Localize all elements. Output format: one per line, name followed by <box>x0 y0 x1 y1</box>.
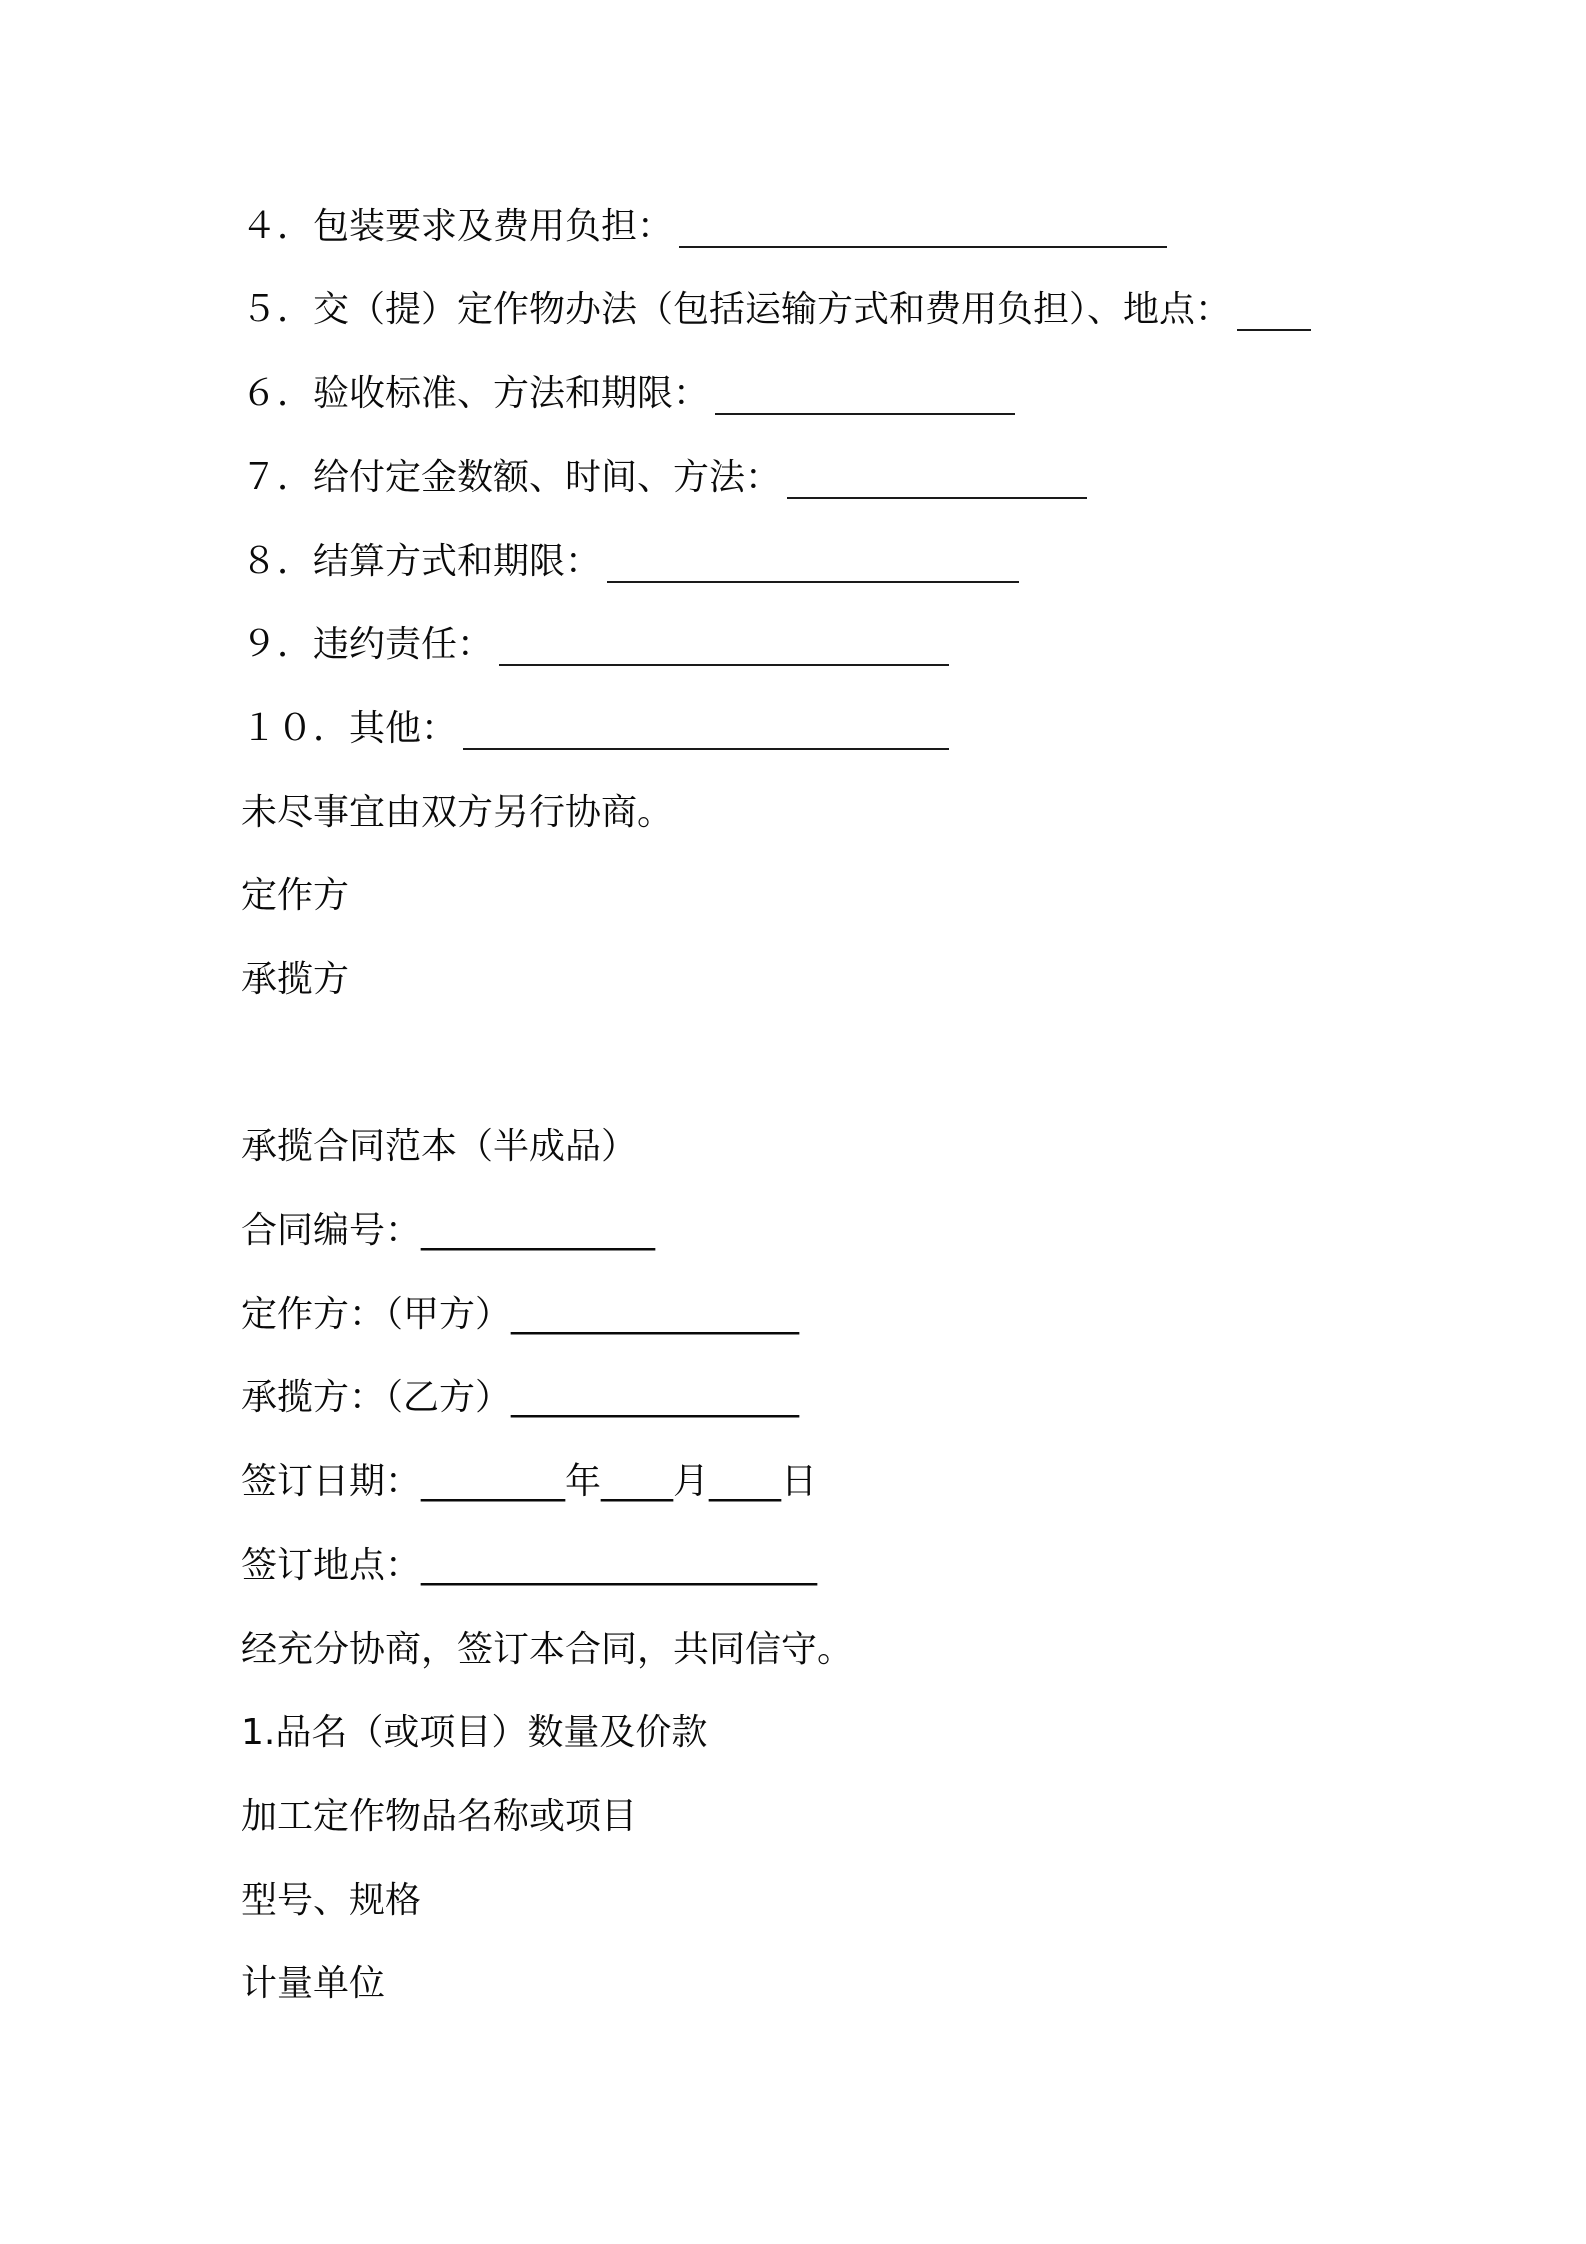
contract-number-label: 合同编号： <box>241 1210 422 1251</box>
item-5-label: ５．交（提）定作物办法（包括运输方式和费用负担）、地点： <box>241 289 1232 330</box>
item-8-label: ８．结算方式和期限： <box>241 541 602 582</box>
party-b-row <box>241 1368 799 1428</box>
party-b-signature-label: 承揽方 <box>241 959 350 1000</box>
item-9-blank[interactable] <box>499 632 949 666</box>
field-unit: 计量单位 <box>241 1963 386 2004</box>
item-5 <box>241 280 1311 340</box>
sign-date-label: 签订日期： <box>241 1461 422 1502</box>
item-6-label: ６．验收标准、方法和期限： <box>241 373 710 414</box>
field-model-spec: 型号、规格 <box>241 1880 422 1921</box>
sign-place-blank[interactable]: ______________________ <box>421 1545 818 1586</box>
item-8 <box>241 532 1019 592</box>
item-7 <box>241 448 1087 508</box>
party-a-signature-label: 定作方 <box>241 875 350 916</box>
field-item-name: 加工定作物品名称或项目 <box>241 1796 638 1837</box>
sign-place-row <box>241 1536 817 1596</box>
contract-number-row <box>241 1201 655 1261</box>
section-1-heading: 1.品名（或项目）数量及价款 <box>241 1712 708 1753</box>
item-5-blank[interactable] <box>1237 297 1311 331</box>
item-4-label: ４．包装要求及费用负担： <box>241 206 674 247</box>
item-9 <box>241 615 949 675</box>
party-b-label: 承揽方：（乙方） <box>241 1377 512 1418</box>
party-b-blank[interactable]: ________________ <box>511 1377 800 1418</box>
sign-date-year-blank[interactable]: ________ <box>421 1461 566 1502</box>
item-6 <box>241 364 1015 424</box>
sign-date-day-label: 日 <box>781 1461 818 1502</box>
item-10-blank[interactable] <box>463 716 949 750</box>
item-7-blank[interactable] <box>787 465 1087 499</box>
party-a-row <box>241 1285 799 1345</box>
item-10 <box>241 699 949 759</box>
sign-date-day-blank[interactable]: ____ <box>709 1461 782 1502</box>
template-title: 承揽合同范本（半成品） <box>241 1126 638 1167</box>
item-6-blank[interactable] <box>715 381 1015 415</box>
item-9-label: ９．违约责任： <box>241 624 494 665</box>
sign-place-label: 签订地点： <box>241 1545 422 1586</box>
item-10-label: １０．其他： <box>241 708 458 749</box>
party-a-label: 定作方：（甲方） <box>241 1294 512 1335</box>
item-4-blank[interactable] <box>679 214 1167 248</box>
sign-date-row <box>241 1452 817 1512</box>
item-7-label: ７．给付定金数额、时间、方法： <box>241 457 782 498</box>
party-a-blank[interactable]: ________________ <box>511 1294 800 1335</box>
closing-note: 未尽事宜由双方另行协商。 <box>241 792 674 833</box>
item-4 <box>241 197 1167 257</box>
item-8-blank[interactable] <box>607 549 1019 583</box>
contract-number-blank[interactable]: _____________ <box>421 1210 656 1251</box>
sign-date-month-blank[interactable]: ____ <box>601 1461 674 1502</box>
sign-date-month-label: 月 <box>673 1461 710 1502</box>
intro-text: 经充分协商，签订本合同，共同信守。 <box>241 1629 854 1670</box>
sign-date-year-label: 年 <box>565 1461 602 1502</box>
